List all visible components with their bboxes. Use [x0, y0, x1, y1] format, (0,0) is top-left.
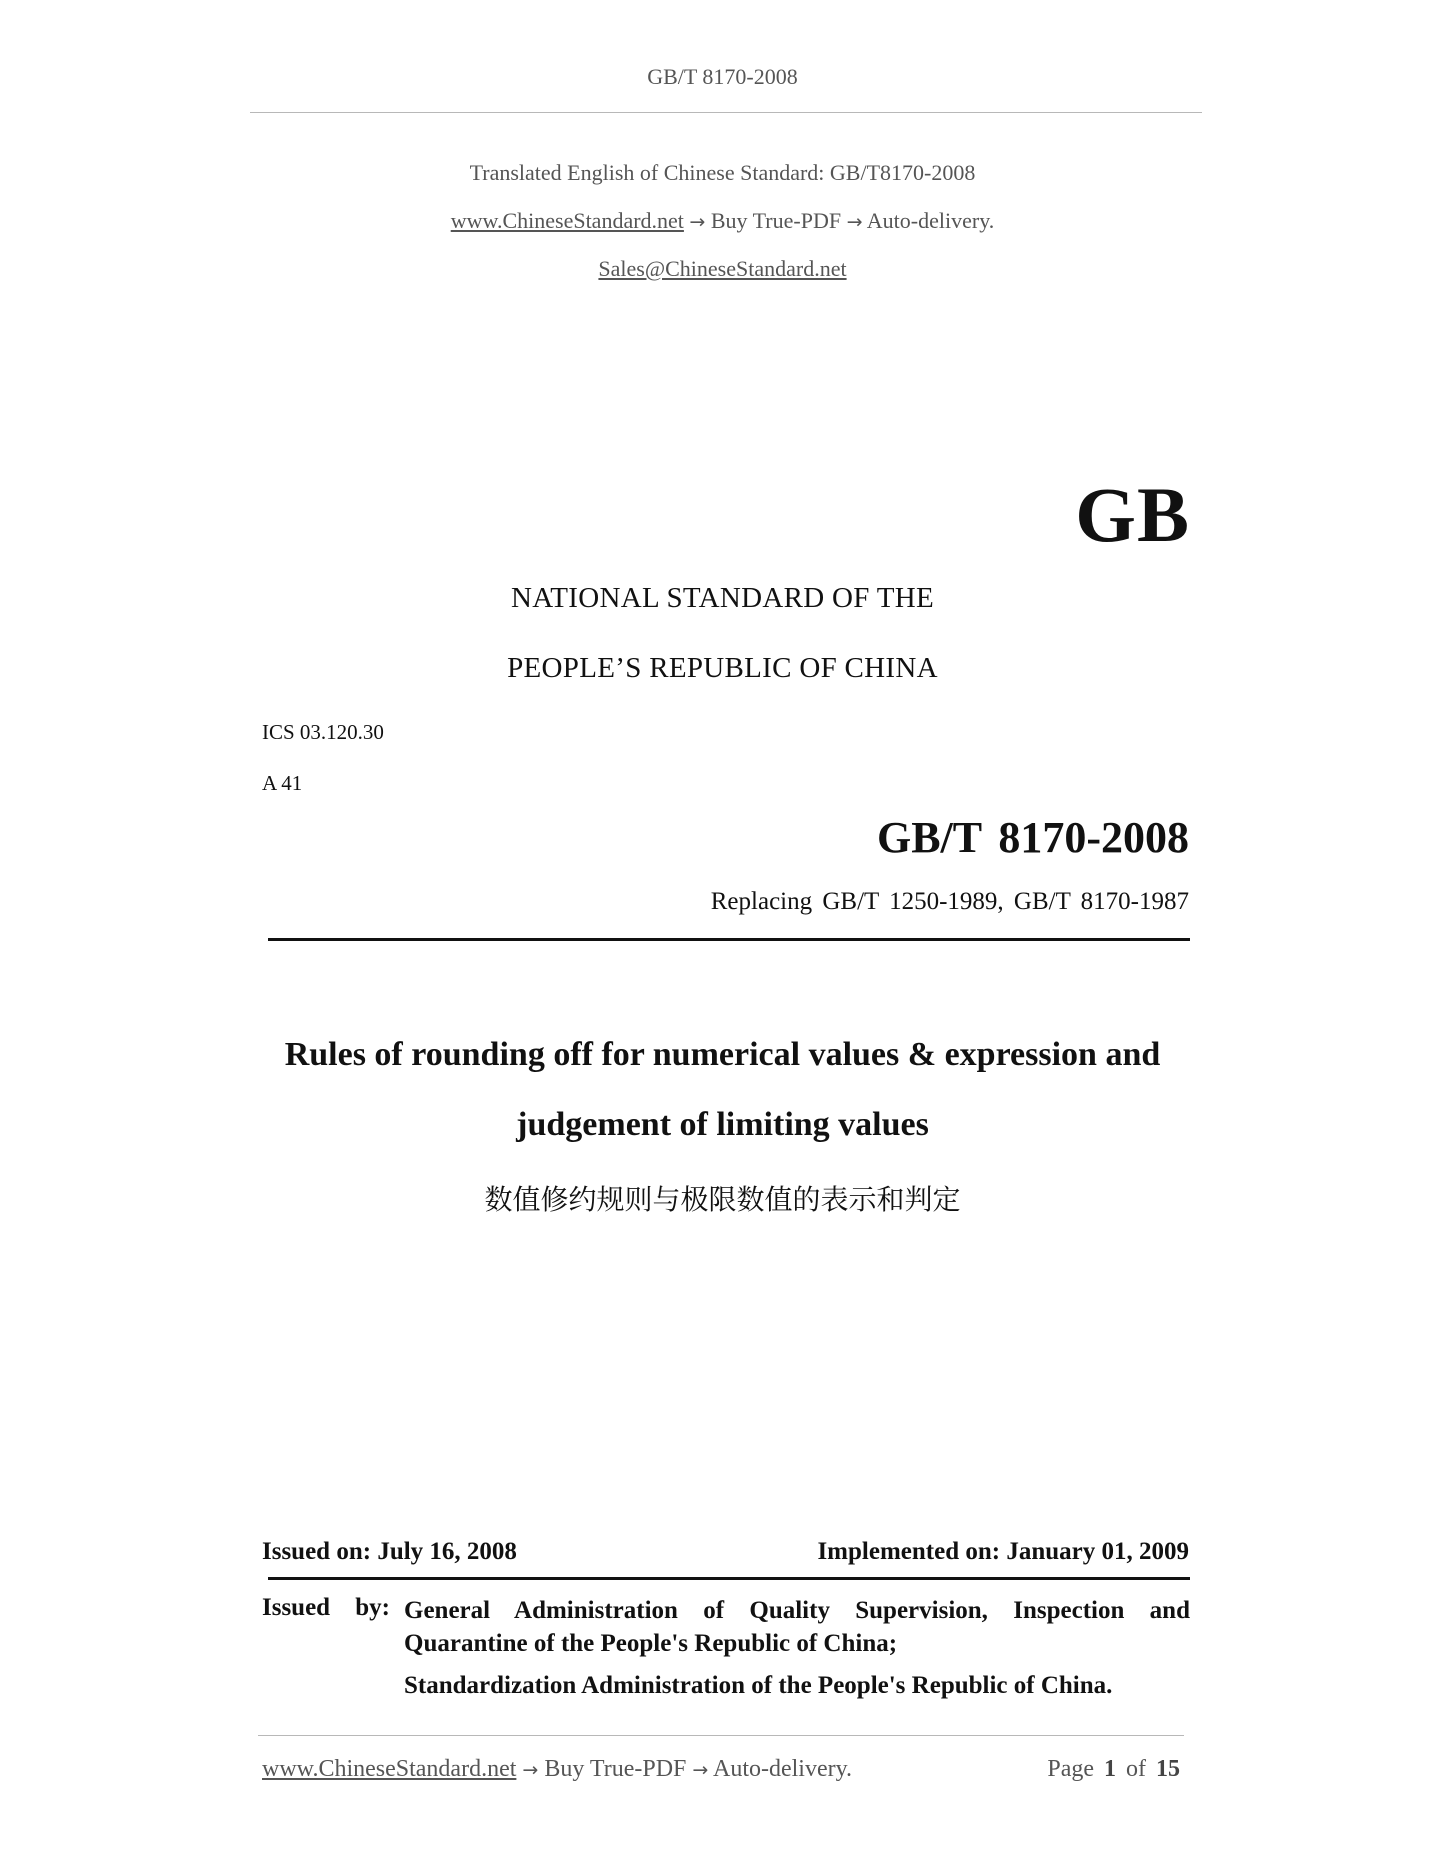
page-total: 15 — [1156, 1756, 1180, 1782]
arrow-right-icon: → — [846, 211, 863, 233]
issued-label-word: Issued — [262, 1594, 331, 1621]
footer-purchase-line — [262, 1756, 852, 1783]
page-number: 1 — [1104, 1756, 1116, 1782]
title-english-line-1: Rules of rounding off for numerical values & expression and — [284, 1036, 1161, 1073]
arrow-right-icon: → — [522, 1759, 539, 1781]
translation-notice: Translated English of Chinese Standard: GB/T8170-2008 — [469, 160, 976, 185]
page-indicator — [1047, 1756, 1180, 1783]
gb-logo-mark: GB — [1075, 471, 1190, 558]
site-link[interactable]: www.ChineseStandard.net — [450, 208, 684, 233]
sales-email-link[interactable]: Sales@ChineseStandard.net — [598, 256, 847, 281]
footer-buy-text: Buy True-PDF — [544, 1756, 687, 1782]
national-standard-line-1: NATIONAL STANDARD OF THE — [511, 582, 934, 614]
replacing-note: Replacing GB/T 1250-1989, GB/T 8170-1987 — [710, 888, 1189, 915]
dates-divider — [268, 1577, 1190, 1580]
title-chinese: 数值修约规则与极限数值的表示和判定 — [484, 1183, 961, 1216]
code-divider — [268, 938, 1190, 941]
title-english-line-2: judgement of limiting values — [516, 1106, 929, 1143]
footer-rule — [258, 1735, 1184, 1736]
delivery-text: Auto-delivery. — [866, 208, 995, 233]
issued-on-date: Issued on: July 16, 2008 — [262, 1538, 517, 1565]
footer-delivery-text: Auto-delivery. — [712, 1756, 853, 1782]
implemented-on-date: Implemented on: January 01, 2009 — [817, 1538, 1189, 1565]
issuer-2: Standardization Administration of the People's Republic of China. — [404, 1672, 1113, 1699]
of-word: of — [1126, 1756, 1146, 1782]
buy-text: Buy True-PDF — [710, 208, 842, 233]
arrow-right-icon: → — [692, 1759, 709, 1781]
national-standard-line-2: PEOPLE’S REPUBLIC OF CHINA — [507, 652, 938, 684]
arrow-right-icon: → — [689, 211, 706, 233]
issued-by-block — [262, 1594, 1190, 1702]
issued-by-label — [262, 1594, 404, 1660]
page-word: Page — [1047, 1756, 1094, 1782]
footer-site-link[interactable]: www.ChineseStandard.net — [262, 1756, 517, 1782]
by-label-word: by: — [355, 1594, 390, 1621]
standard-code: GB/T 8170-2008 — [876, 813, 1189, 862]
ccs-code: A 41 — [262, 771, 303, 795]
purchase-line — [0, 208, 1445, 234]
issuer-1: General Administration of Quality Supervision, Inspection and Quarantine of the People's Republic of China; — [404, 1597, 1190, 1657]
running-header: GB/T 8170-2008 — [647, 64, 798, 89]
header-rule — [250, 112, 1202, 113]
email-line — [0, 256, 1445, 282]
ics-code: ICS 03.120.30 — [262, 720, 384, 744]
